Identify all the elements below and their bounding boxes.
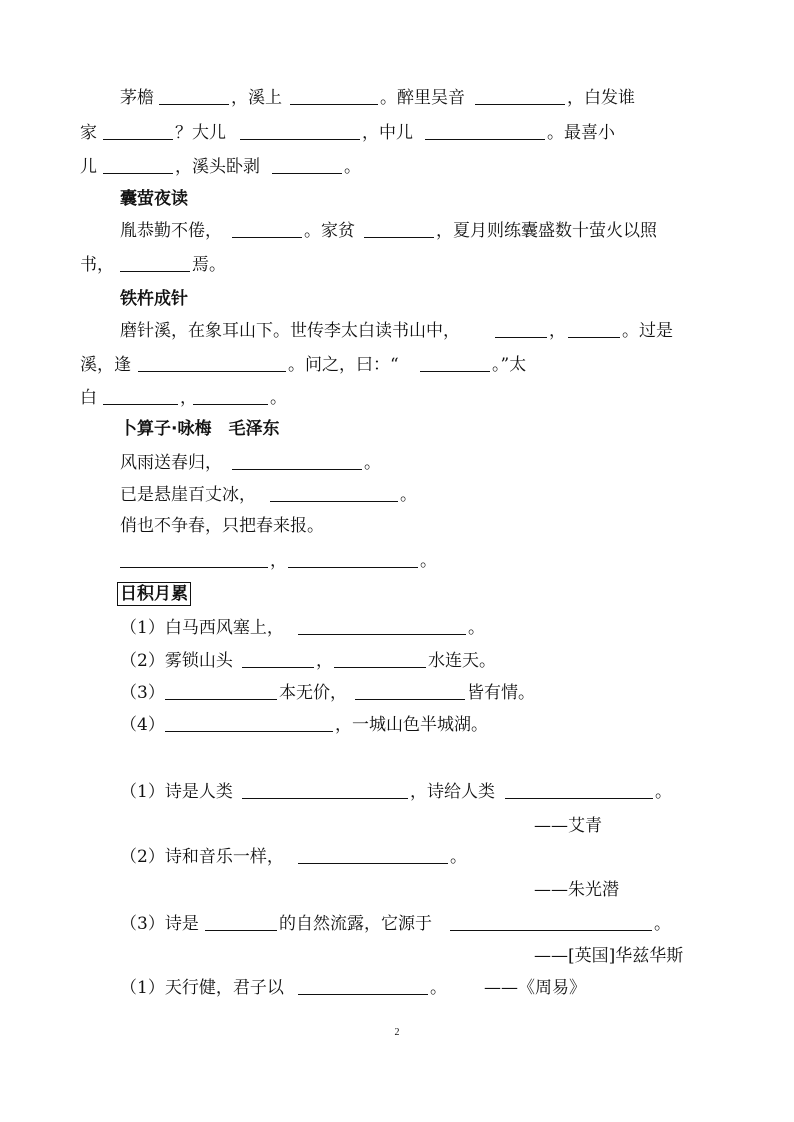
blank[interactable] [120, 254, 190, 272]
blank[interactable] [495, 320, 547, 338]
blank[interactable] [355, 682, 465, 700]
blank[interactable] [165, 714, 333, 732]
blank[interactable] [270, 484, 398, 502]
blank[interactable] [193, 387, 268, 405]
blank[interactable] [120, 550, 268, 568]
blank[interactable] [505, 781, 653, 799]
blank[interactable] [165, 682, 277, 700]
blank[interactable] [364, 220, 434, 238]
blank[interactable] [103, 122, 173, 140]
blank[interactable] [288, 550, 418, 568]
blank[interactable] [298, 977, 428, 995]
blank[interactable] [240, 122, 360, 140]
blank[interactable] [298, 846, 448, 864]
blank[interactable] [425, 122, 545, 140]
page-number: 2 [394, 1027, 400, 1038]
blank[interactable] [159, 87, 229, 105]
blank[interactable] [103, 156, 173, 174]
blank[interactable] [290, 87, 378, 105]
blank[interactable] [334, 650, 426, 668]
blank[interactable] [420, 354, 490, 372]
blank[interactable] [568, 320, 620, 338]
blank[interactable] [298, 617, 466, 635]
blank[interactable] [138, 354, 286, 372]
blank[interactable] [450, 913, 652, 931]
blank[interactable] [103, 387, 178, 405]
blank[interactable] [205, 913, 277, 931]
blank[interactable] [475, 87, 565, 105]
blank[interactable] [232, 220, 302, 238]
blank[interactable] [242, 781, 408, 799]
blank[interactable] [232, 452, 362, 470]
blank[interactable] [242, 650, 314, 668]
blank[interactable] [272, 156, 342, 174]
